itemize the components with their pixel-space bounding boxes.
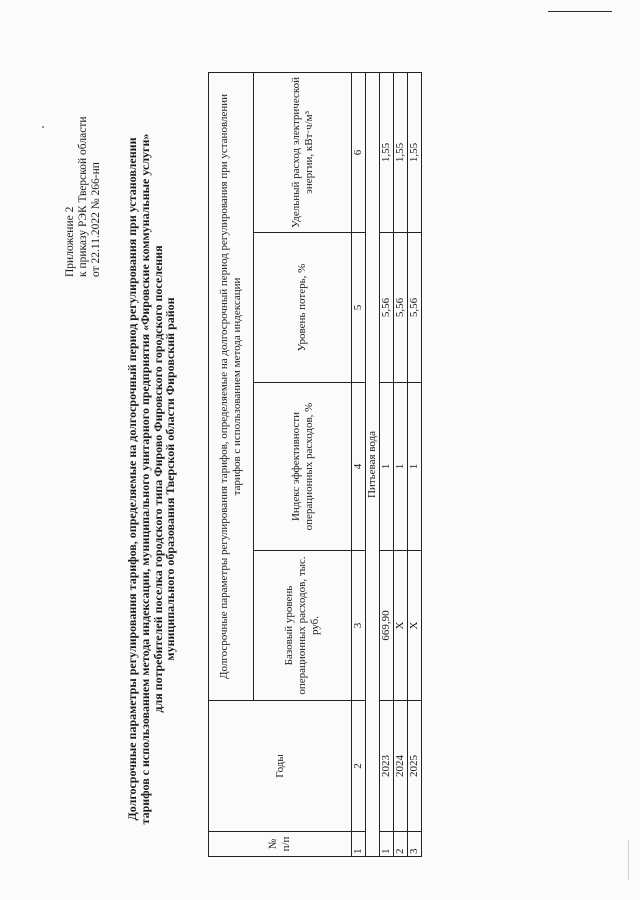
header-loss-level: Уровень потерь, % (254, 233, 352, 383)
scan-corner-line (548, 11, 612, 12)
appendix-line: Приложение 2 (64, 206, 76, 277)
row-base-opex: 669,90 (380, 551, 394, 701)
column-number: 3 (352, 551, 366, 701)
row-year: 2025 (408, 701, 422, 832)
row-base-opex: Х (394, 551, 408, 701)
column-number: 6 (352, 72, 366, 232)
document-title (126, 119, 177, 839)
section-label: Питьевая вода (366, 72, 380, 856)
row-loss-level: 5,56 (394, 233, 408, 383)
scan-speck (42, 126, 44, 128)
column-number-row (352, 72, 366, 856)
section-row (366, 72, 380, 856)
table-row (408, 72, 422, 856)
column-number: 5 (352, 233, 366, 383)
table-row (394, 72, 408, 856)
appendix-reference (64, 67, 103, 277)
row-year: 2023 (380, 701, 394, 832)
row-loss-level: 5,56 (380, 233, 394, 383)
header-row (209, 72, 254, 856)
row-efficiency-index: 1 (380, 383, 394, 551)
row-loss-level: 5,56 (408, 233, 422, 383)
scan-edge-mark (628, 840, 629, 880)
header-num: № п/п (209, 832, 352, 857)
column-number: 2 (352, 701, 366, 832)
appendix-line: к приказу РЭК Тверской области (77, 116, 89, 277)
header-base-opex: Базовый уровень операционных расходов, тыс. руб. (254, 551, 352, 701)
row-number: 2 (394, 832, 408, 857)
appendix-line: от 22.11.2022 № 266-нп (90, 162, 102, 277)
row-efficiency-index: 1 (394, 383, 408, 551)
row-base-opex: Х (408, 551, 422, 701)
row-energy-consumption: 1,55 (394, 72, 408, 232)
row-efficiency-index: 1 (408, 383, 422, 551)
title-line: тарифов с использованием метода индексации, муниципального унитарного предприятия «Фировские коммунальные услуги» (137, 133, 152, 825)
header-efficiency-index: Индекс эффективности операционных расходов, % (254, 383, 352, 551)
row-energy-consumption: 1,55 (408, 72, 422, 232)
header-years: Годы (209, 701, 352, 832)
row-year: 2024 (394, 701, 408, 832)
header-energy-consumption: Удельный расход электрической энергии, кВт·ч/м³ (254, 72, 352, 232)
table-row (380, 72, 394, 856)
row-energy-consumption: 1,55 (380, 72, 394, 232)
title-line: для потребителей поселка городского типа Фирово Фировского городского поселения (150, 245, 165, 713)
title-line: муниципального образования Тверской области Фировский район (163, 297, 178, 661)
title-line: Долгосрочные параметры регулирования тарифов, определяемые на долгосрочный период регулирования при установлении (125, 137, 139, 821)
rotated-document-page (60, 65, 620, 865)
row-number: 1 (380, 832, 394, 857)
column-number: 1 (352, 832, 366, 857)
parameters-table (208, 72, 422, 857)
row-number: 3 (408, 832, 422, 857)
column-number: 4 (352, 383, 366, 551)
header-group: Долгосрочные параметры регулирования тарифов, определяемые на долгосрочный период регулирования при установлении тарифов с использованием метода индексации (209, 72, 254, 700)
